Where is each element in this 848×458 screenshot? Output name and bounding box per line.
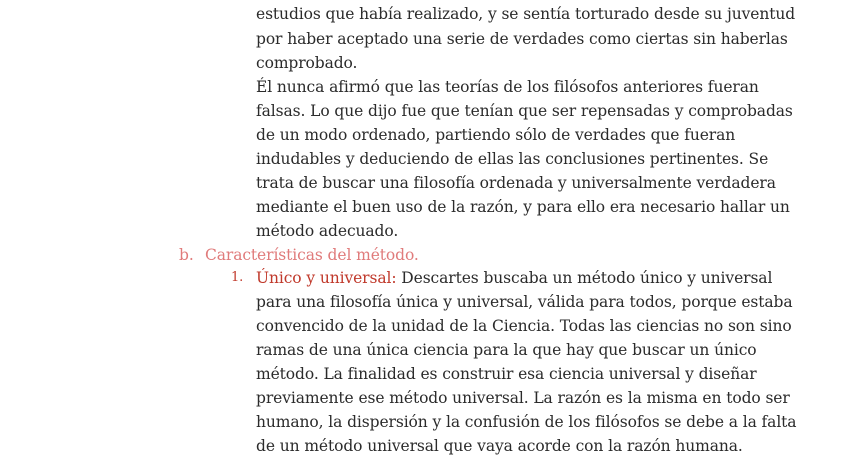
paragraph-line: por haber aceptado una serie de verdades como ciertas sin haberlas	[256, 30, 788, 48]
section-marker: b.	[179, 246, 194, 264]
paragraph-line: trata de buscar una filosofía ordenada y universalmente verdadera	[256, 174, 776, 192]
list-item-text-start: Descartes buscaba un método único y universal	[396, 269, 773, 287]
paragraph-line: convencido de la unidad de la Ciencia. Todas las ciencias no son sino	[256, 317, 792, 335]
paragraph-line: ramas de una única ciencia para la que hay que buscar un único	[256, 341, 757, 359]
paragraph-line: de un método universal que vaya acorde con la razón humana.	[256, 437, 743, 455]
paragraph-line: previamente ese método universal. La razón es la misma en todo ser	[256, 389, 790, 407]
paragraph-line: mediante el buen uso de la razón, y para ello era necesario hallar un	[256, 198, 790, 216]
paragraph-line: comprobado.	[256, 54, 358, 72]
list-item-title: Único y universal:	[256, 269, 397, 287]
section-heading	[179, 243, 419, 267]
paragraph-line: método adecuado.	[256, 222, 399, 240]
paragraph-line: para una filosofía única y universal, válida para todos, porque estaba	[256, 293, 793, 311]
list-item-marker: 1.	[231, 270, 244, 285]
paragraph-line: método. La finalidad es construir esa ciencia universal y diseñar	[256, 365, 757, 383]
paragraph-line: humano, la dispersión y la confusión de los filósofos se debe a la falta	[256, 413, 797, 431]
paragraph-line: de un modo ordenado, partiendo sólo de verdades que fueran	[256, 126, 736, 144]
paragraph-line: indudables y deduciendo de ellas las conclusiones pertinentes. Se	[256, 150, 769, 168]
list-item-first-line	[256, 266, 772, 290]
section-title: Características del método.	[205, 246, 419, 264]
paragraph-line: estudios que había realizado, y se sentía torturado desde su juventud	[256, 5, 796, 23]
paragraph-line: Él nunca afirmó que las teorías de los filósofos anteriores fueran	[256, 78, 759, 96]
paragraph-line: falsas. Lo que dijo fue que tenían que ser repensadas y comprobadas	[256, 102, 793, 120]
